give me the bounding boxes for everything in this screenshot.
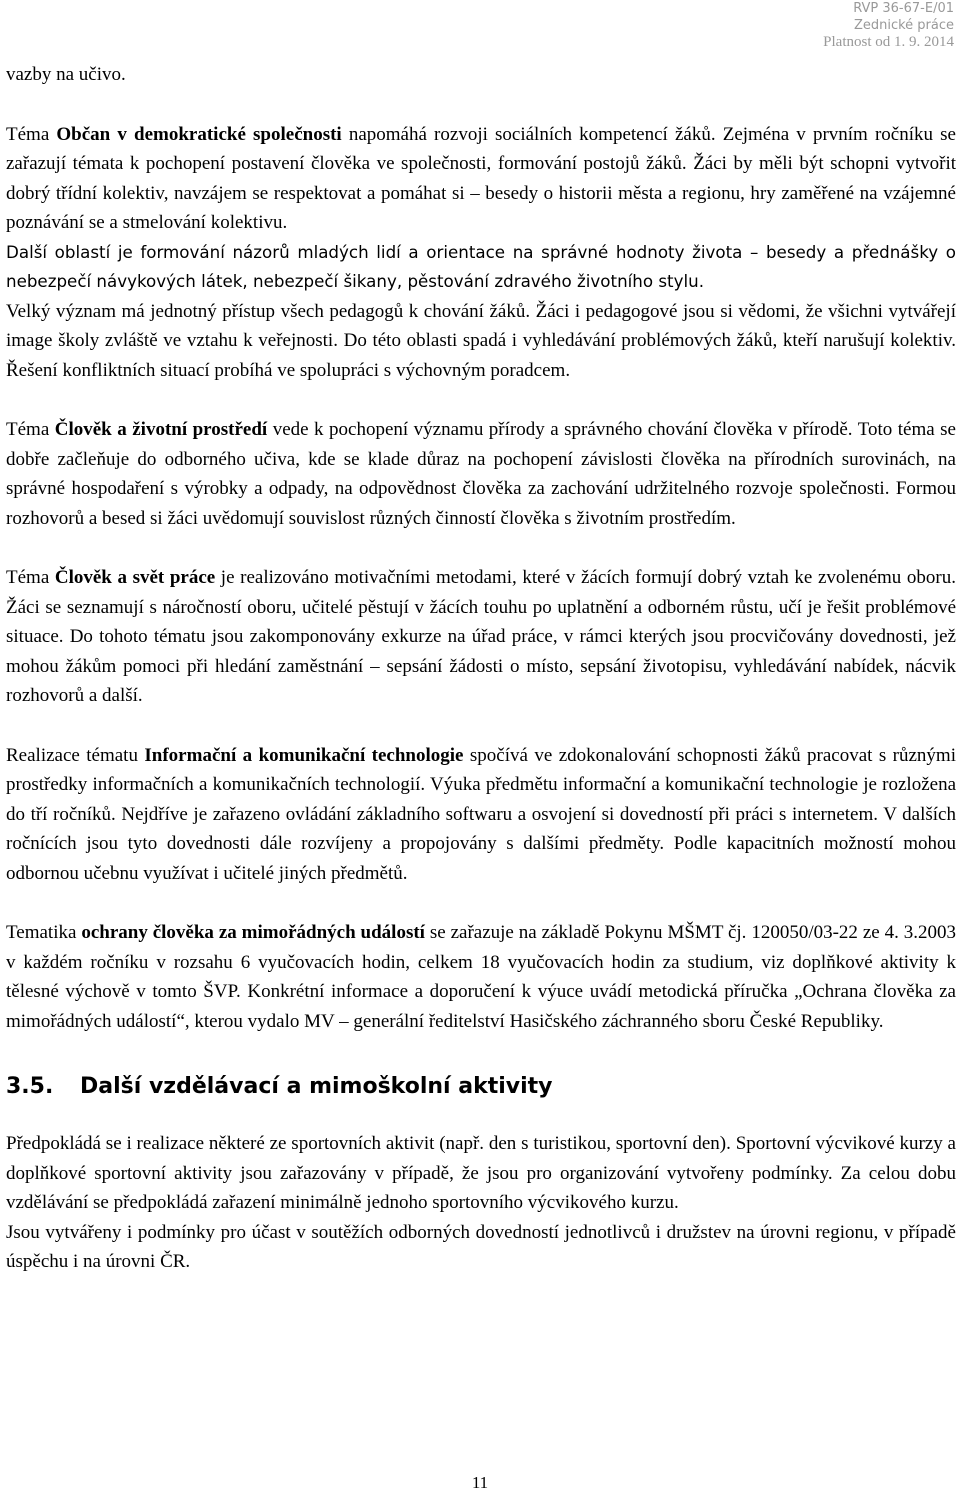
- header-validity: Platnost od 1. 9. 2014: [823, 34, 954, 50]
- paragraph-ict: Realizace tématu Informační a komunikační technologie spočívá ve zdokonalování schopnosti žáků pracovat s různými prostředky informačních a komunikačních technologií. Výuka předmětu informační a komunikační technologie je rozložena do tří ročníků. Nejdříve je zařazeno ovládání základního softwaru a osvojení si dovedností při práci s internetem. V dalších ročnících jsou tyto dovednosti dále rozvíjeny a propojovány s dalšími předměty. Podle kapacitních možností mohou odbornou učebnu využívat i učitelé jiných předmětů.: [6, 744, 956, 884]
- topic-environment: Člověk a životní prostředí: [54, 419, 268, 440]
- paragraph-work: Téma Člověk a svět práce je realizováno motivačními metodami, které v žácích formují dobrý vztah ke zvolenému oboru. Žáci se seznamují s náročností oboru, učitelé pěstují v žácích touhu po uplatnění a odborném růstu, učí je řešit problémové situace. Do tohoto tématu jsou zakomponovány exkurze na úřad práce, v rámci kterých jsou procvičovány dovednosti, jež mohou žákům pomoci při hledání zaměstnání – sepsání žádosti o místo, sepsání životopisu, vyhledávání nabídek, nácvik rozhovorů a další.: [6, 567, 956, 706]
- section-number: 3.5.: [6, 1074, 54, 1099]
- paragraph-environment: Téma Člověk a životní prostředí vede k pochopení významu přírody a správného chování člověka v přírodě. Toto téma se dobře začleňuje do odborného učiva, kde se klade důraz na pochopení závislosti člověka na přírodních surovinách, na správné hospodaření s výrobky a odpady, na odpovědnost člověka za zachování udržitelného rozvoje společnosti. Formou rozhovorů a besed si žáci uvědomují souvislost různých činností člověka s životním prostředím.: [6, 419, 956, 529]
- section-heading: [6, 1074, 956, 1099]
- topic-work: Člověk a svět práce: [54, 567, 216, 588]
- paragraph-views: Další oblastí je formování názorů mladých lidí a orientace na správné hodnoty života – besedy a přednášky o nebezpečí návykových látek, nebezpečí šikany, pěstování zdravého životního stylu.: [6, 241, 956, 291]
- header-code: RVP 36-67-E/01: [853, 1, 954, 16]
- intro-fragment: vazby na učivo.: [6, 64, 126, 85]
- paragraph-approach: Velký význam má jednotný přístup všech pedagogů k chování žáků. Žáci i pedagogové jsou si vědomi, že všichni vytvářejí image školy zvláště ve vztahu k veřejnosti. Do této oblasti spadá i vyhledávání problémových žáků, kteří narušují kolektiv. Řešení konfliktních situací probíhá ve spolupráci s výchovným poradcem.: [6, 300, 956, 381]
- topic-protection: ochrany člověka za mimořádných událostí: [81, 922, 425, 943]
- topic-civic: Občan v demokratické společnosti: [56, 123, 342, 145]
- topic-ict: Informační a komunikační technologie: [144, 744, 464, 766]
- paragraph-sports: Předpokládá se i realizace některé ze sportovních aktivit (např. den s turistikou, sportovní den). Sportovní výcvikové kurzy a doplňkové sportovní aktivity jsou zařazovány v případě, že jsou pro organizování vytvořeny podmínky. Za celou dobu vzdělávání se předpokládá zařazení minimálně jednoho sportovního výcvikového kurzu.: [6, 1133, 956, 1213]
- header-field: Zednické práce: [853, 18, 954, 33]
- paragraph-competitions: Jsou vytvářeny i podmínky pro účast v soutěžích odborných dovedností jednotlivců i družstev na úrovni regionu, v případě úspěchu i na úrovni ČR.: [6, 1221, 956, 1272]
- paragraph-civic: Téma Občan v demokratické společnosti napomáhá rozvoji sociálních kompetencí žáků. Zejména v prvním ročníku se zařazují témata k pochopení postavení člověka ve společnosti, formování postojů žáků. Žáci by měli být schopni vytvořit dobrý třídní kolektiv, navzájem se respektovat a pomáhat si – besedy o historii města a regionu, hry zaměřené na vzájemné poznávání se a stmelování kolektivu.: [6, 123, 956, 233]
- section-title: Další vzdělávací a mimoškolní aktivity: [80, 1074, 553, 1099]
- page-header: [823, 0, 954, 51]
- paragraph-protection: Tematika ochrany člověka za mimořádných událostí se zařazuje na základě Pokynu MŠMT čj. 120050/03-22 ze 4. 3.2003 v každém ročníku v rozsahu 6 vyučovacích hodin, celkem 18 vyučovacích hodin za studium, viz doplňkové aktivity k tělesné výchově v tomto ŠVP. Konkrétní informace a doporučení k výuce uvádí metodická příručka „Ochrana člověka za mimořádných událostí“, kterou vydalo MV – generální ředitelství Hasičského záchranného sboru České Republiky.: [6, 922, 956, 1032]
- page-number: 11: [471, 1473, 489, 1492]
- page-content: [6, 60, 956, 1277]
